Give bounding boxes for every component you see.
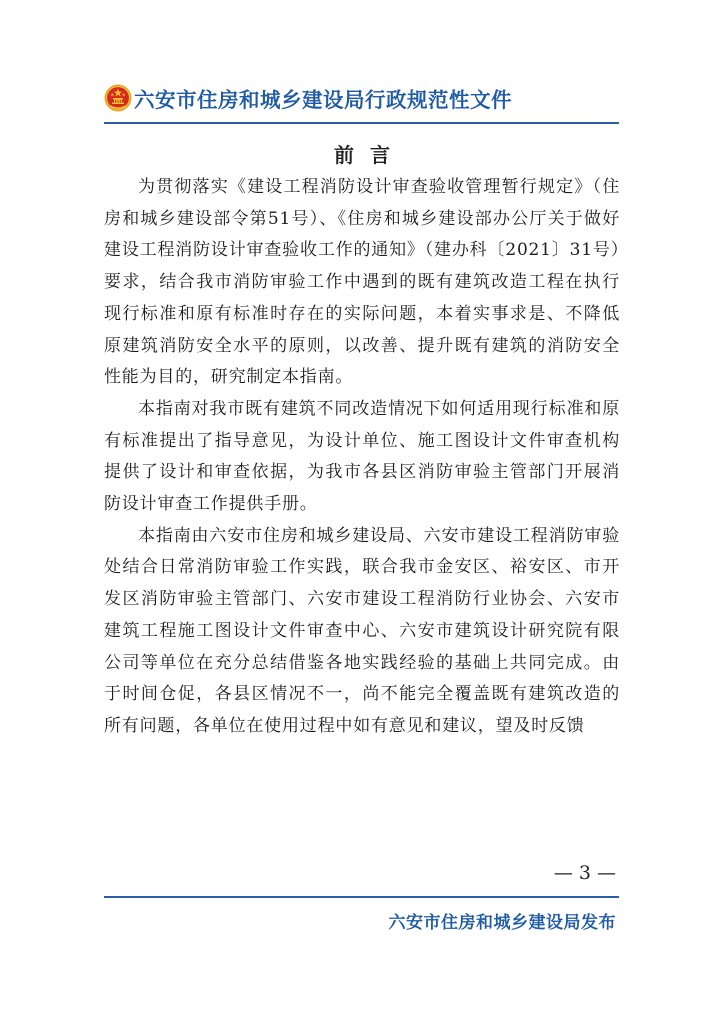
national-emblem-icon — [104, 84, 132, 112]
paragraph: 本指南对我市既有建筑不同改造情况下如何适用现行标准和原有标准提出了指导意见，为设计单位、施工图设计文件审查机构提供了设计和审查依据，为我市各县区消防审验主管部门开展消防设计审查工作提供手册。 — [104, 398, 620, 515]
paragraph: 本指南由六安市住房和城乡建设局、六安市建设工程消防审验处结合日常消防审验工作实践，联合我市金安区、裕安区、市开发区消防审验主管部门、六安市建设工程消防行业协会、六安市建筑工程施工图设计文件审查中心、六安市建筑设计研究院有限公司等单位在充分总结借鉴各地实践经验的基础上共同完成。由于时间仓促，各县区情况不一，尚不能完全覆盖既有建筑改造的所有问题，各单位在使用过程中如有意见和建议，望及时反馈 — [104, 525, 620, 736]
document-header — [104, 80, 624, 120]
footer-issuer: 六安市住房和城乡建设局发布 — [388, 913, 616, 933]
section-title: 前言 — [334, 143, 406, 167]
header-divider — [104, 122, 619, 124]
paragraph: 为贯彻落实《建设工程消防设计审查验收管理暂行规定》（住房和城乡建设部令第51号）、《住房和城乡建设部办公厅关于做好建设工程消防设计审查验收工作的通知》（建办科〔2021〕31号）要求，结合我市消防审验工作中遇到的既有建筑改造工程在执行现行标准和原有标准时存在的实际问题，本着实事求是、不降低原建筑消防安全水平的原则，以改善、提升既有建筑的消防安全性能为目的，研究制定本指南。 — [104, 177, 620, 388]
footer-divider — [104, 896, 619, 898]
header-title: 六安市住房和城乡建设局行政规范性文件 — [134, 88, 512, 112]
page-number: — 3 — — [553, 862, 616, 884]
document-body — [104, 172, 620, 743]
